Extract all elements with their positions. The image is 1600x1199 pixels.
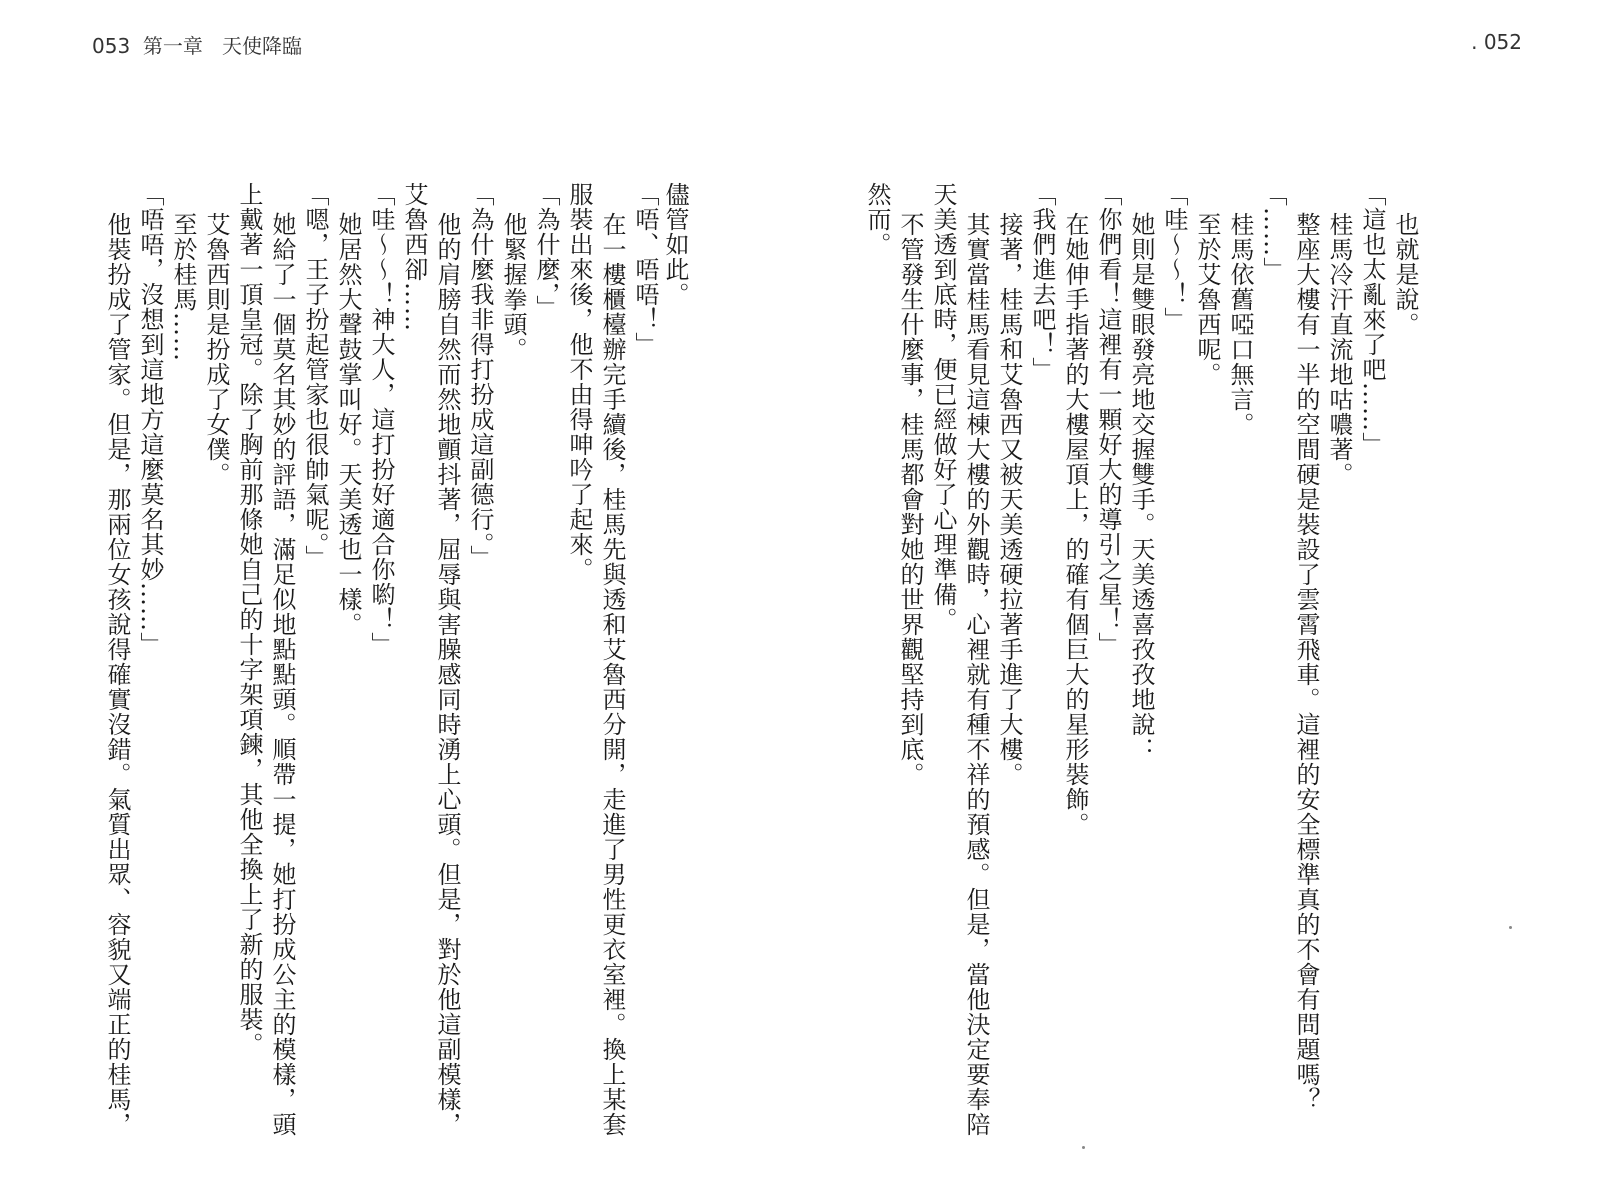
text-column: 艾魯西則是扮成了女僕。 [202,212,230,487]
text-column: 艾魯西卻…… [400,182,428,332]
text-column: 至於艾魯西呢。 [1193,212,1221,387]
right-page-header: . 052 [1471,30,1522,54]
text-column: 在她伸手指著的大樓屋頂上，的確有個巨大的星形裝飾。 [1061,212,1089,837]
text-column: 其實當桂馬看見這棟大樓的外觀時，心裡就有種不祥的預感。但是，當他決定要奉陪 [962,212,990,1137]
text-column: 她居然大聲鼓掌叫好。天美透也一樣。 [334,212,362,637]
scan-speck [1082,1146,1085,1149]
text-column: 他緊握拳頭。 [499,212,527,362]
text-column: 也就是說。 [1391,212,1419,337]
chapter-label: 第一章 [142,34,203,58]
text-column: 「唔唔，沒想到這地方這麼莫名其妙……」 [136,182,164,657]
text-column: 桂馬依舊啞口無言。 [1226,212,1254,437]
text-column: 她則是雙眼發亮地交握雙手。天美透喜孜孜地說： [1127,212,1155,762]
text-column: 「為什麼，」 [532,182,560,320]
text-column: 「唔、唔唔！」 [631,182,659,357]
text-column: 「為什麼我非得打扮成這副德行。」 [466,182,494,570]
right-page [863,0,1600,1199]
left-page [0,0,720,1199]
text-column: 服裝出來後，他不由得呻吟了起來。 [565,182,593,582]
text-column: 「哇～～！神大人，這打扮好適合你喲！」 [367,182,395,657]
text-column: 在一樓櫃檯辦完手續後，桂馬先與透和艾魯西分開，走進了男性更衣室裡。換上某套 [598,212,626,1137]
left-page-number: 053 [92,34,131,58]
text-column: 不管發生什麼事，桂馬都會對她的世界觀堅持到底。 [896,212,924,787]
text-column: 至於桂馬…… [169,212,197,362]
text-column: 「你們看！這裡有一顆好大的導引之星！」 [1094,182,1122,657]
text-column: 然而。 [863,182,891,257]
text-column: 天美透到底時，便已經做好了心理準備。 [929,182,957,632]
text-column: 他的肩膀自然而然地顫抖著，屈辱與害臊感同時湧上心頭。但是，對於他這副模樣， [433,212,461,1137]
text-column: 接著，桂馬和艾魯西又被天美透硬拉著手進了大樓。 [995,212,1023,787]
text-column: 她給了一個莫名其妙的評語，滿足似地點點頭。順帶一提，她打扮成公主的模樣，頭 [268,212,296,1137]
chapter-title: 天使降臨 [221,34,302,58]
text-column: 「哇～～！」 [1160,182,1188,332]
text-column: 整座大樓有一半的空間硬是裝設了雲霄飛車。這裡的安全標準真的不會有問題嗎？ [1292,212,1320,1112]
text-column: 上戴著一頂皇冠。除了胸前那條她自己的十字架項鍊，其他全換上了新的服裝。 [235,182,263,1057]
text-column: 「嗯，王子扮起管家也很帥氣呢。」 [301,182,329,570]
text-column: 桂馬冷汗直流地咕噥著。 [1325,212,1353,487]
text-column: 「這也太亂來了吧……」 [1358,182,1386,457]
scan-speck [1509,926,1512,929]
text-column: 儘管如此。 [661,182,689,307]
text-column: 「我們進去吧！」 [1028,182,1056,382]
text-column: 「……」 [1259,182,1287,282]
right-page-number: 052 [1483,30,1522,54]
text-column: 他裝扮成了管家。但是，那兩位女孩說得確實沒錯。氣質出眾、容貌又端正的桂馬， [103,212,131,1137]
